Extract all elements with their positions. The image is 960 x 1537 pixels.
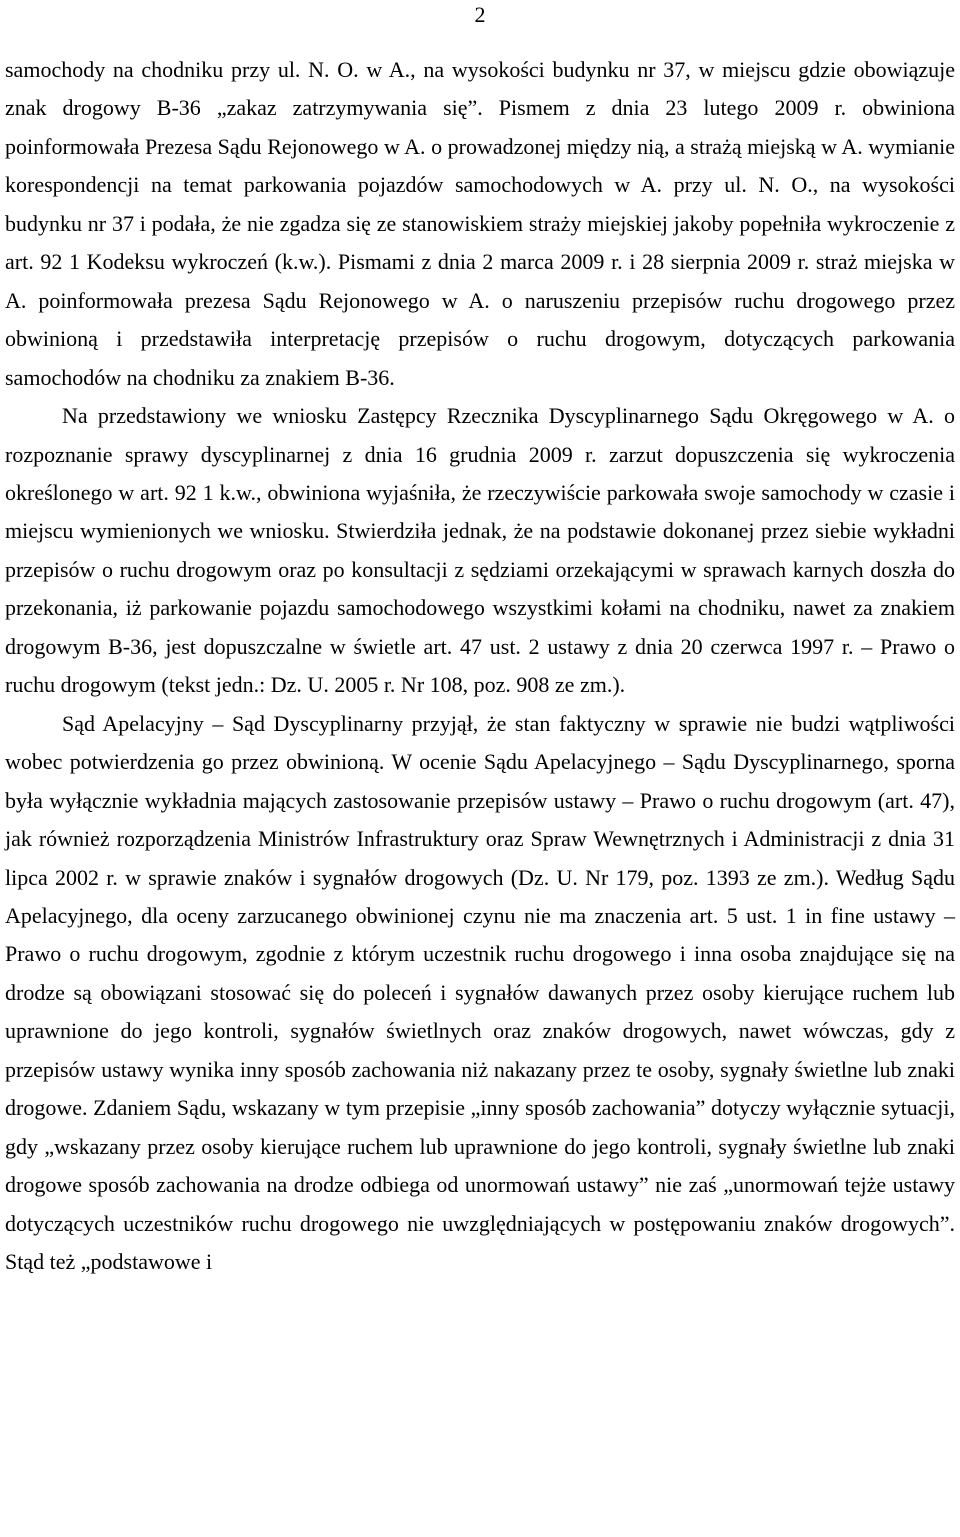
paragraph-3: Sąd Apelacyjny – Sąd Dyscyplinarny przyjął, że stan faktyczny w sprawie nie budzi wątpliwości wobec potwierdzenia go przez obwinioną. W ocenie Sądu Apelacyjnego – Sądu Dyscyplinarnego, sporna była wyłącznie wykładnia mających zastosowanie przepisów ustawy – Prawo o ruchu drogowym (art. 47), jak również rozporządzenia Ministrów Infrastruktury oraz Spraw Wewnętrznych i Administracji z dnia 31 lipca 2002 r. w sprawie znaków i sygnałów drogowych (Dz. U. Nr 179, poz. 1393 ze zm.). Według Sądu Apelacyjnego, dla oceny zarzucanego obwinionej czynu nie ma znaczenia art. 5 ust. 1 in fine ustawy – Prawo o ruchu drogowym, zgodnie z którym uczestnik ruchu drogowego i inna osoba znajdujące się na drodze są obowiązani stosować się do poleceń i sygnałów dawanych przez osoby kierujące ruchem lub uprawnione do jego kontroli, sygnałów świetlnych oraz znaków drogowych, nawet wówczas, gdy z przepisów ustawy wynika inny sposób zachowania niż nakazany przez te osoby, sygnały świetlne lub znaki drogowe. Zdaniem Sądu, wskazany w tym przepisie „inny sposób zachowania” dotyczy wyłącznie sytuacji, gdy „wskazany przez osoby kierujące ruchem lub uprawnione do jego kontroli, sygnały świetlne lub znaki drogowe sposób zachowania na drodze odbiega od unormowań ustawy” nie zaś „unormowań tejże ustawy dotyczących uczestników ruchu drogowego nie uwzględniających w postępowaniu znaków drogowych”. Stąd też „podstawowe i <box>5 710 955 1275</box>
paragraph-1: samochody na chodniku przy ul. N. O. w A., na wysokości budynku nr 37, w miejscu gdzie obowiązuje znak drogowy B-36 „zakaz zatrzymywania się”. Pismem z dnia 23 lutego 2009 r. obwiniona poinformowała Prezesa Sądu Rejonowego w A. o prowadzonej między nią, a strażą miejską w A. wymianie korespondencji na temat parkowania pojazdów samochodowych w A. przy ul. N. O., na wysokości budynku nr 37 i podała, że nie zgadza się ze stanowiskiem straży miejskiej jakoby popełniła wykroczenie z art. 92 1 Kodeksu wykroczeń (k.w.). Pismami z dnia 2 marca 2009 r. i 28 sierpnia 2009 r. straż miejska w A. poinformowała prezesa Sądu Rejonowego w A. o naruszeniu przepisów ruchu drogowego przez obwinioną i przedstawiła interpretację przepisów o ruchu drogowym, dotyczących parkowania samochodów na chodniku za znakiem B-36. <box>5 57 955 390</box>
paragraph-2: Na przedstawiony we wniosku Zastępcy Rzecznika Dyscyplinarnego Sądu Okręgowego w A. o rozpoznanie sprawy dyscyplinarnej z dnia 16 grudnia 2009 r. zarzut dopuszczenia się wykroczenia określonego w art. 92 1 k.w., obwiniona wyjaśniła, że rzeczywiście parkowała swoje samochody w czasie i miejscu wymienionych we wniosku. Stwierdziła jednak, że na podstawie dokonanej przez siebie wykładni przepisów o ruchu drogowym oraz po konsultacji z sędziami orzekającymi w sprawach karnych doszła do przekonania, iż parkowanie pojazdu samochodowego wszystkimi kołami na chodniku, nawet za znakiem drogowym B-36, jest dopuszczalne w świetle art. 47 ust. 2 ustawy z dnia 20 czerwca 1997 r. – Prawo o ruchu drogowym (tekst jedn.: Dz. U. 2005 r. Nr 108, poz. 908 ze zm.). <box>5 403 955 698</box>
document-body <box>5 51 955 1282</box>
page-number: 2 <box>474 2 486 27</box>
